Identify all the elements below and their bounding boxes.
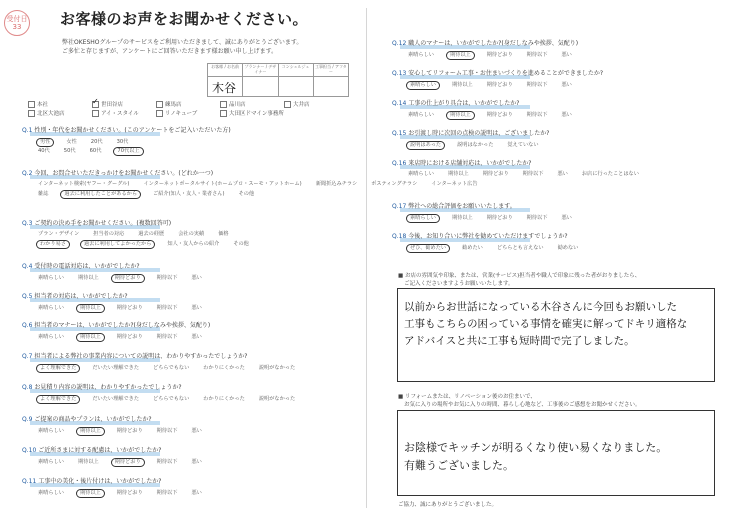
question-number: Q.18 xyxy=(392,233,407,240)
branch-option[interactable] xyxy=(28,101,90,110)
question-text: 今回、お問合せいただきっかけをお聞かせください。(どれか一つ) xyxy=(34,170,214,177)
option[interactable]: 悪い xyxy=(561,52,572,58)
option[interactable]: その他 xyxy=(233,241,249,247)
checkbox-icon[interactable] xyxy=(220,101,227,108)
branch-option[interactable] xyxy=(220,101,282,110)
option-row xyxy=(36,489,214,498)
option-selected[interactable]: 期待以上 xyxy=(446,111,475,120)
option[interactable]: 説明はなかった xyxy=(457,142,494,148)
option-selected[interactable]: 過去に利用したことがあるから xyxy=(60,190,141,199)
branch-label: 大田区ドマイン事務所 xyxy=(229,111,284,117)
question xyxy=(392,70,603,78)
comment1-line: アドバイスと共に工事も短時間で完了しました。 xyxy=(404,335,635,347)
option[interactable]: 期待どおり xyxy=(486,215,513,221)
option-selected[interactable]: 70代以上 xyxy=(113,147,143,156)
option[interactable]: どちらでもない xyxy=(153,396,190,402)
option[interactable]: 悪い xyxy=(191,275,202,281)
option[interactable]: 40代 xyxy=(38,148,50,154)
question-text: 担当者のマナーは、いかがでしたか?(身だしなみや挨拶、気配り) xyxy=(34,322,211,329)
comment2-line: お陰様でキッチンが明るくなり使い易くなりました。 xyxy=(404,441,668,454)
question-text: 工事の仕上がり具合は、いかがでしたか? xyxy=(408,100,520,107)
option[interactable]: だいたい理解できた xyxy=(92,365,140,371)
question xyxy=(22,170,213,178)
option[interactable]: 期待以下 xyxy=(522,171,544,177)
question-number: Q.7 xyxy=(22,353,33,360)
question-number: Q.5 xyxy=(22,293,33,300)
question-text: 安心してリフォーム工事・お住まいづくりを進めることができましたか? xyxy=(408,70,604,77)
branch-option[interactable] xyxy=(156,110,218,119)
branch-option[interactable] xyxy=(220,110,282,119)
option[interactable]: 知人・友人からの紹介 xyxy=(167,241,220,247)
option[interactable]: 悪い xyxy=(191,490,202,496)
question-text: 来店時における店舗対応は、いかがでしたか? xyxy=(408,160,532,167)
option-row xyxy=(36,181,478,188)
question-number: Q.13 xyxy=(392,70,407,77)
intro-line: ご多忙と存じますが、アンケートにご回答いただきます様お願い申し上げます。 xyxy=(62,48,278,55)
question-number: Q.17 xyxy=(392,203,407,210)
option-row xyxy=(36,231,241,238)
checkbox-icon[interactable] xyxy=(156,101,163,108)
question xyxy=(392,100,519,108)
option[interactable]: ご紹介(知人・友人・業者さん) xyxy=(153,191,225,197)
option[interactable]: 期待以下 xyxy=(156,275,178,281)
option[interactable]: 新聞折込みチラシ xyxy=(315,181,358,187)
question-text: 担当者の対応は、いかがでしたか? xyxy=(34,293,128,300)
question xyxy=(22,127,231,135)
question-text: ご提案の商品やプランは、いかがでしたか? xyxy=(34,416,152,423)
question-text: お見積り内容の説明は、わかりやすかったでしょうか? xyxy=(34,384,182,391)
option[interactable]: 期待どおり xyxy=(482,171,509,177)
option[interactable]: 期待以下 xyxy=(156,490,178,496)
question xyxy=(22,293,128,301)
option-selected[interactable]: わかり易さ xyxy=(36,240,70,249)
option-selected[interactable]: 期待以上 xyxy=(76,489,105,498)
branch-label: 世田谷店 xyxy=(101,102,124,108)
option[interactable]: 悪い xyxy=(561,215,572,221)
option-selected[interactable]: 期待以上 xyxy=(76,304,105,313)
question xyxy=(22,263,140,271)
question-number: Q.9 xyxy=(22,416,33,423)
option[interactable]: 素晴らしい xyxy=(38,459,64,465)
footer-thanks: ご協力、誠にありがとうございました。 xyxy=(398,502,498,508)
comment2-prompt-line: ■ リフォームまたは、リノベーション後のお住まいで、 xyxy=(398,394,536,400)
option[interactable]: 素晴らしい xyxy=(38,490,64,496)
question xyxy=(392,203,516,211)
question xyxy=(392,40,578,48)
option-selected[interactable]: 素晴らしい xyxy=(406,214,440,223)
question-number: Q.4 xyxy=(22,263,33,270)
question-text: 職人のマナーは、いかがでしたか?(身だしなみや挨拶、気配り) xyxy=(408,40,579,47)
column-divider xyxy=(366,8,367,508)
question-text: お引渡し時に次回の点検の説明は、ございましたか? xyxy=(408,130,550,137)
option-row xyxy=(36,274,214,283)
question-number: Q.1 xyxy=(22,127,33,134)
question-number: Q.14 xyxy=(392,100,407,107)
checkbox-icon[interactable] xyxy=(92,101,99,108)
option[interactable]: わかりにくかった xyxy=(203,396,245,402)
option[interactable]: 勧めない xyxy=(557,245,579,251)
question-number: Q.2 xyxy=(22,170,33,177)
option-selected[interactable]: よく理解できた xyxy=(36,395,80,404)
question-text: 工事中の美化・後片付けは、いかがでしたか? xyxy=(38,478,162,485)
option[interactable]: 説明がなかった xyxy=(258,396,296,402)
option[interactable]: 雑誌 xyxy=(38,191,49,197)
option[interactable]: プラン・デザイン xyxy=(38,231,80,237)
option[interactable]: 素晴らしい xyxy=(38,428,64,434)
option-row xyxy=(406,81,584,90)
question-number: Q.12 xyxy=(392,40,407,47)
question xyxy=(22,478,161,486)
option[interactable]: 素晴らしい xyxy=(38,275,64,281)
option[interactable]: インターネットポータルサイト(ホームプロ・スーモ・アットホーム) xyxy=(143,181,302,187)
option-row xyxy=(36,458,214,467)
option[interactable]: 期待どおり xyxy=(116,428,143,434)
option[interactable]: 期待どおり xyxy=(116,305,143,311)
comment1-prompt-line: ご記入くださいますようお願いいたします。 xyxy=(404,281,514,287)
checkbox-icon[interactable] xyxy=(28,101,35,108)
branch-checklist xyxy=(28,101,358,119)
branch-label: 北区大池店 xyxy=(37,111,65,117)
question-text: 弊社への総合評価をお願いいたします。 xyxy=(408,203,516,210)
option[interactable]: 期待以下 xyxy=(526,82,548,88)
option[interactable]: 悪い xyxy=(557,171,568,177)
option[interactable]: 会社の実績 xyxy=(178,231,205,237)
option-selected[interactable]: 説明はあった xyxy=(406,141,445,150)
page-title: お客様のお声をお聞かせください。 xyxy=(60,10,309,28)
option[interactable]: 期待以下 xyxy=(526,112,548,118)
option[interactable]: 過去の経歴 xyxy=(138,231,165,237)
option-row xyxy=(36,427,214,436)
contact-header: プランナー / デザイナー xyxy=(243,64,278,76)
option[interactable]: 素晴らしい xyxy=(38,334,64,340)
branch-label: 本社 xyxy=(37,102,49,108)
question-number: Q.16 xyxy=(392,160,407,167)
option[interactable]: 期待以下 xyxy=(526,52,548,58)
question xyxy=(22,353,247,361)
intro-line: 弊社OKESHOグループのサービスをご利用いただきまして、誠にありがとうございます。 xyxy=(62,39,303,46)
option[interactable]: 期待どおり xyxy=(486,82,513,88)
contact-header: お客様 / お名前 xyxy=(208,64,243,76)
option[interactable]: だいたい理解できた xyxy=(92,396,140,402)
option[interactable]: インターネット広告 xyxy=(431,181,478,187)
question-text: ご契約の決め手をお聞かせください。(複数回答可) xyxy=(34,220,172,227)
option-selected[interactable]: 過去に利用してよかったから xyxy=(80,240,155,249)
option-row xyxy=(36,304,214,313)
checkbox-icon[interactable] xyxy=(284,101,291,108)
option[interactable]: 担当者の対応 xyxy=(93,231,125,237)
option-selected[interactable]: よく理解できた xyxy=(36,364,80,373)
option[interactable]: ポスティングチラシ xyxy=(371,181,418,187)
option[interactable]: 悪い xyxy=(191,334,202,340)
question xyxy=(392,160,531,168)
option-row xyxy=(36,190,266,199)
branch-option[interactable] xyxy=(92,101,154,110)
option[interactable]: 覚えていない xyxy=(507,142,539,148)
option[interactable]: 説明がなかった xyxy=(258,365,296,371)
option[interactable]: 期待以上 xyxy=(77,275,99,281)
option[interactable]: 悪い xyxy=(191,459,202,465)
question-text: 今後、お知り合いに弊社を勧めていただけますでしょうか? xyxy=(408,233,568,240)
question-text: 受付時の電話対応は、いかがでしたか? xyxy=(34,263,140,270)
option[interactable]: 期待どおり xyxy=(486,112,513,118)
option-row xyxy=(36,147,154,156)
checkbox-icon[interactable] xyxy=(220,110,227,117)
option[interactable]: 女性 xyxy=(66,139,77,145)
option[interactable]: 悪い xyxy=(561,82,572,88)
question-number: Q.15 xyxy=(392,130,407,137)
checkbox-icon[interactable] xyxy=(92,110,99,117)
checkbox-icon[interactable] xyxy=(156,110,163,117)
branch-option[interactable] xyxy=(92,110,154,119)
option-row xyxy=(36,138,140,147)
branch-option[interactable] xyxy=(28,110,90,119)
question-number: Q.6 xyxy=(22,322,33,329)
option[interactable]: 素晴らしい xyxy=(38,305,64,311)
question xyxy=(22,447,161,455)
option-row xyxy=(36,395,307,404)
received-stamp: 受付日 33 xyxy=(4,10,30,36)
question xyxy=(392,130,549,138)
option[interactable]: わかりにくかった xyxy=(203,365,245,371)
option-row xyxy=(36,240,261,249)
option-selected[interactable]: 期待以上 xyxy=(76,427,105,436)
option[interactable]: 期待以上 xyxy=(447,171,469,177)
option[interactable]: 30代 xyxy=(116,139,129,145)
option[interactable]: 悪い xyxy=(191,428,202,434)
question xyxy=(22,220,171,228)
option[interactable]: 50代 xyxy=(63,148,76,154)
comment2-line: 有難うございました。 xyxy=(404,459,514,472)
option[interactable]: 60代 xyxy=(89,148,102,154)
option-selected[interactable]: 男性 xyxy=(36,138,54,147)
option-row xyxy=(36,333,214,342)
option[interactable]: 価格 xyxy=(218,231,229,237)
branch-label: 大井店 xyxy=(293,102,310,108)
option[interactable]: 期待以上 xyxy=(77,459,99,465)
question-number: Q.10 xyxy=(22,447,37,454)
option[interactable]: 素晴らしい xyxy=(408,112,434,118)
intro-text xyxy=(62,38,352,56)
option[interactable]: 20代 xyxy=(90,139,103,145)
option-selected[interactable]: 期待以上 xyxy=(76,333,105,342)
question-text: 性別・年代をお聞かせください。(このアンケートをご記入いただいた方) xyxy=(34,127,231,134)
contact-header: 工事担当 / アフター xyxy=(315,64,347,74)
option[interactable]: 期待どおり xyxy=(116,334,143,340)
option-row xyxy=(36,364,307,373)
option-row xyxy=(406,141,551,150)
contact-header: コンシェルジュ xyxy=(279,64,314,76)
checkbox-icon[interactable] xyxy=(28,110,35,117)
question-number: Q.11 xyxy=(22,478,37,485)
option[interactable]: 悪い xyxy=(561,112,572,118)
comment1-box[interactable] xyxy=(397,288,715,382)
option[interactable]: 期待どおり xyxy=(116,490,143,496)
option[interactable]: 期待以上 xyxy=(451,82,473,88)
option-row xyxy=(406,214,584,223)
customer-name: 木谷 xyxy=(212,81,237,95)
branch-label: 品川店 xyxy=(229,102,246,108)
option[interactable]: 素晴らしい xyxy=(408,52,434,58)
comment1-prompt-line: ■ お店の雰囲気や印象、または、営業(サービス)担当者や職人で印象に残った者がおりましたら、 xyxy=(398,273,641,279)
option[interactable]: 期待以下 xyxy=(526,215,548,221)
option-selected[interactable]: 期待どおり xyxy=(111,274,145,283)
option[interactable]: 悪い xyxy=(191,305,202,311)
question xyxy=(22,322,210,330)
option-selected[interactable]: ぜひ、勧めたい xyxy=(406,244,450,253)
option-selected[interactable]: 期待以上 xyxy=(446,51,475,60)
option[interactable]: 期待以下 xyxy=(156,459,178,465)
branch-option[interactable] xyxy=(284,101,346,110)
option[interactable]: インターネット検索(ヤフー・グーグル) xyxy=(38,181,130,187)
option-row xyxy=(406,51,584,60)
question-number: Q.8 xyxy=(22,384,33,391)
option[interactable]: どちらとも言えない xyxy=(496,245,544,251)
option[interactable]: 期待以下 xyxy=(156,305,178,311)
question-text: 担当者による弊社の事業内容についての説明は、わかりやすかったでしょうか? xyxy=(34,353,248,360)
option[interactable]: 素晴らしい xyxy=(408,171,434,177)
option[interactable]: お店に行ったことはない xyxy=(581,171,639,177)
option[interactable]: その他 xyxy=(238,191,255,197)
option-row xyxy=(406,244,590,253)
option-row xyxy=(406,171,651,178)
question xyxy=(22,384,182,392)
option-selected[interactable]: 素晴らしい xyxy=(406,81,440,90)
question xyxy=(392,233,568,241)
option[interactable]: 期待どおり xyxy=(486,52,513,58)
option-selected[interactable]: 期待どおり xyxy=(111,458,145,467)
option[interactable]: 勧めたい xyxy=(462,245,483,251)
comment2-box[interactable] xyxy=(397,410,715,496)
question xyxy=(22,416,152,424)
branch-label: アイ・スタイル xyxy=(101,111,139,117)
comment1-line: 以前からお世話になっている木谷さんに今回もお願いした xyxy=(404,301,677,313)
option[interactable]: 期待以下 xyxy=(156,428,178,434)
option[interactable]: 期待以上 xyxy=(451,215,473,221)
branch-label: 練馬店 xyxy=(165,102,182,108)
branch-option[interactable] xyxy=(156,101,218,110)
option[interactable]: 期待以下 xyxy=(156,334,178,340)
option-row xyxy=(406,111,584,120)
question-text: ご近所さまに対する配慮は、いかがでしたか? xyxy=(38,447,162,454)
option[interactable]: どちらでもない xyxy=(153,365,190,371)
branch-label: リノキューブ xyxy=(165,111,198,117)
comment2-prompt-line: お気に入りの場所やお気に入りの時間、暮らし心地など、工事後のご感想をお聞かせください。 xyxy=(404,402,641,408)
question-number: Q.3 xyxy=(22,220,33,227)
comment1-line: 工事もこちらの困っている事情を確実に解ってドキリ適格な xyxy=(404,318,688,330)
